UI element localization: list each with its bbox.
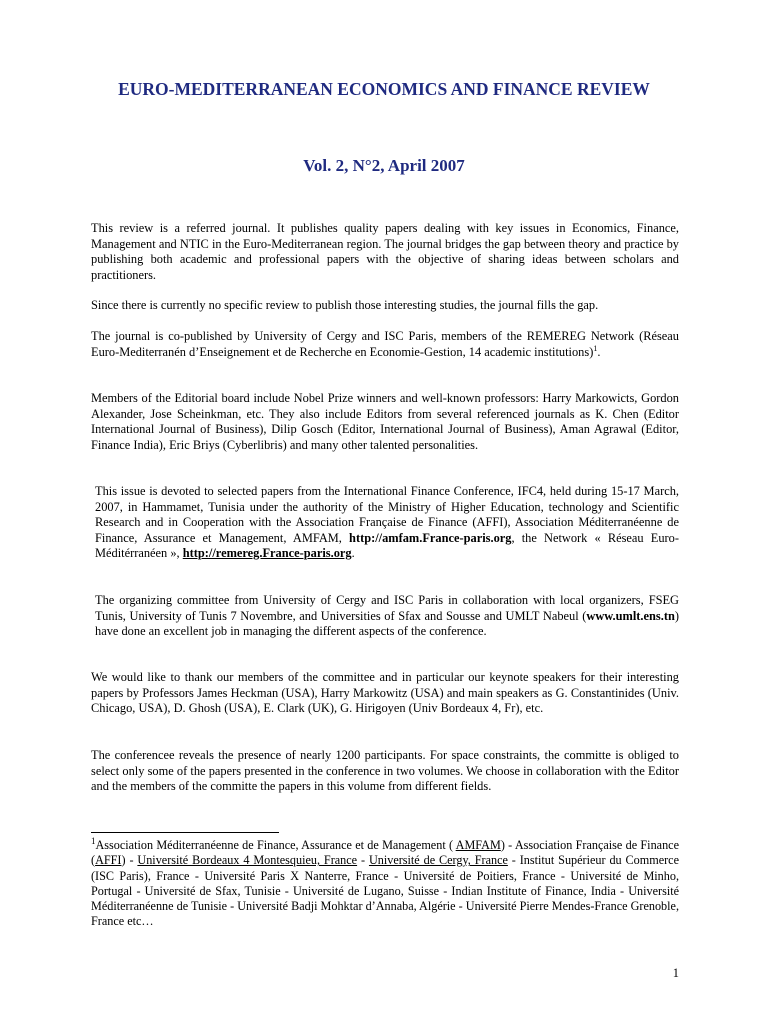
footnote-divider [91, 832, 279, 833]
page-number: 1 [672, 966, 679, 980]
link-amfam-footnote[interactable]: AMFAM [455, 838, 501, 852]
paragraph-issue [95, 484, 679, 562]
footnote-text-3: ) - [121, 853, 138, 868]
volume-issue: Vol. 2, N°2, April 2007 [303, 156, 465, 175]
link-amfam[interactable]: http://amfam.France-paris.org [349, 530, 512, 545]
footnote-text-1: Association Méditerranéenne de Finance, Assurance et de Management ( [95, 838, 456, 852]
link-affi[interactable]: AFFI [95, 853, 122, 868]
paragraph-issue-text: This issue is devoted to selected papers from the International Finance Conference, IFC4, held during 15-17 March, 2007, in Hammamet, Tunisia under the authority of the Ministry of Higher Education, technology and Scientific Research and in Cooperation with the Association Française de Finance (AFFI), Association Méditerranéenne de Finance, Assurance et Management, AMFAM, [95, 484, 679, 545]
paragraph-copublished [91, 329, 679, 360]
paragraph-copublished-text: The journal is co-published by University of Cergy and ISC Paris, members of the REMEREG Network (Réseau Euro-Mediterranén d’Enseignement et de Recherche en Economie-Gestion, 14 academic institutions) [91, 329, 679, 359]
footnote-reference[interactable]: 1 [593, 343, 598, 353]
link-bordeaux[interactable]: Université Bordeaux 4 Montesquieu, France [137, 853, 358, 868]
link-umlt[interactable]: www.umlt.ens.tn [586, 608, 675, 623]
link-remereg[interactable]: http://remereg.France-paris.org [182, 546, 352, 560]
paragraph-committee-text: The organizing committee from University of Cergy and ISC Paris in collaboration with local organizers, FSEG Tunis, University of Tunis 7 Novembre, and Universities of Sfax and Sousse and UMLT Nabeul ( [95, 593, 679, 623]
footnote-text-2: ) - Association Française de Finance ( [91, 838, 679, 868]
paragraph-intro: This review is a referred journal. It publishes quality papers dealing with key issues in Economics, Finance, Management and NTIC in the Euro-Mediterranean region. The journal bridges the gap between theory and practice by publishing both academic and professional papers with the objective of sharing ideas between scholars and practitioners. [91, 221, 679, 282]
paragraph-issue-end: . [351, 546, 355, 560]
footnote-marker: 1 [91, 835, 96, 846]
footnote [91, 835, 680, 930]
paragraph-thanks: We would like to thank our members of the committee and in particular our keynote speakers for their interesting papers by Professors James Heckman (USA), Harry Markowitz (USA) and main speakers as G. Constantinides (Univ. Chicago, USA), D. Ghosh (USA), E. Clark (UK), G. Hirigoyen (Univ Bordeaux 4, Fr), etc. [91, 670, 679, 715]
footnote-text-5: - Institut Supérieur du Commerce (ISC Paris), France - Université Paris X Nanterre, France - Université de Poitiers, France - Université de Minho, Portugal - Université de Sfax, Tunisie - Université de Lugano, Suisse - Indian Institute of Finance, India - Université Méditerranéenne de Tunisie - Université Badji Mohktar d’Annaba, Algérie - Université Pierre Mendes-France Grenoble, France etc… [91, 853, 680, 929]
link-cergy[interactable]: Université de Cergy, France [368, 853, 508, 868]
paragraph-editorial-board: Members of the Editorial board include Nobel Prize winners and well-known professors: Harry Markowicts, Gordon Alexander, Jose Scheinkman, etc. They also include Editors from several referenced journals as K. Chen (Editor International Journal of Business), Dilip Gosch (Editor, International Journal of Business), Aman Agrawal (Editor, Finance India), Eric Briys (Cyberlibris) and many other talented personalities. [91, 391, 679, 452]
paragraph-committee-end: ) have done an excellent job in managing the different aspects of the conference. [95, 608, 679, 638]
paragraph-copublished-end: . [597, 344, 601, 359]
footnote-text-4: - [357, 853, 369, 868]
page-title: EURO-MEDITERRANEAN ECONOMICS AND FINANCE REVIEW [118, 79, 650, 99]
paragraph-committee [95, 593, 679, 640]
paragraph-issue-mid: , the Network « Réseau Euro-Méditérranéen », [95, 530, 679, 560]
paragraph-gap: Since there is currently no specific review to publish those interesting studies, the journal fills the gap. [91, 298, 599, 312]
paragraph-participants: The conferencee reveals the presence of nearly 1200 participants. For space constraints, the committe is obliged to select only some of the papers presented in the conference in two volumes. We choose in collaboration with the Editor and the members of the committe the papers in this volume from different fields. [91, 748, 679, 793]
